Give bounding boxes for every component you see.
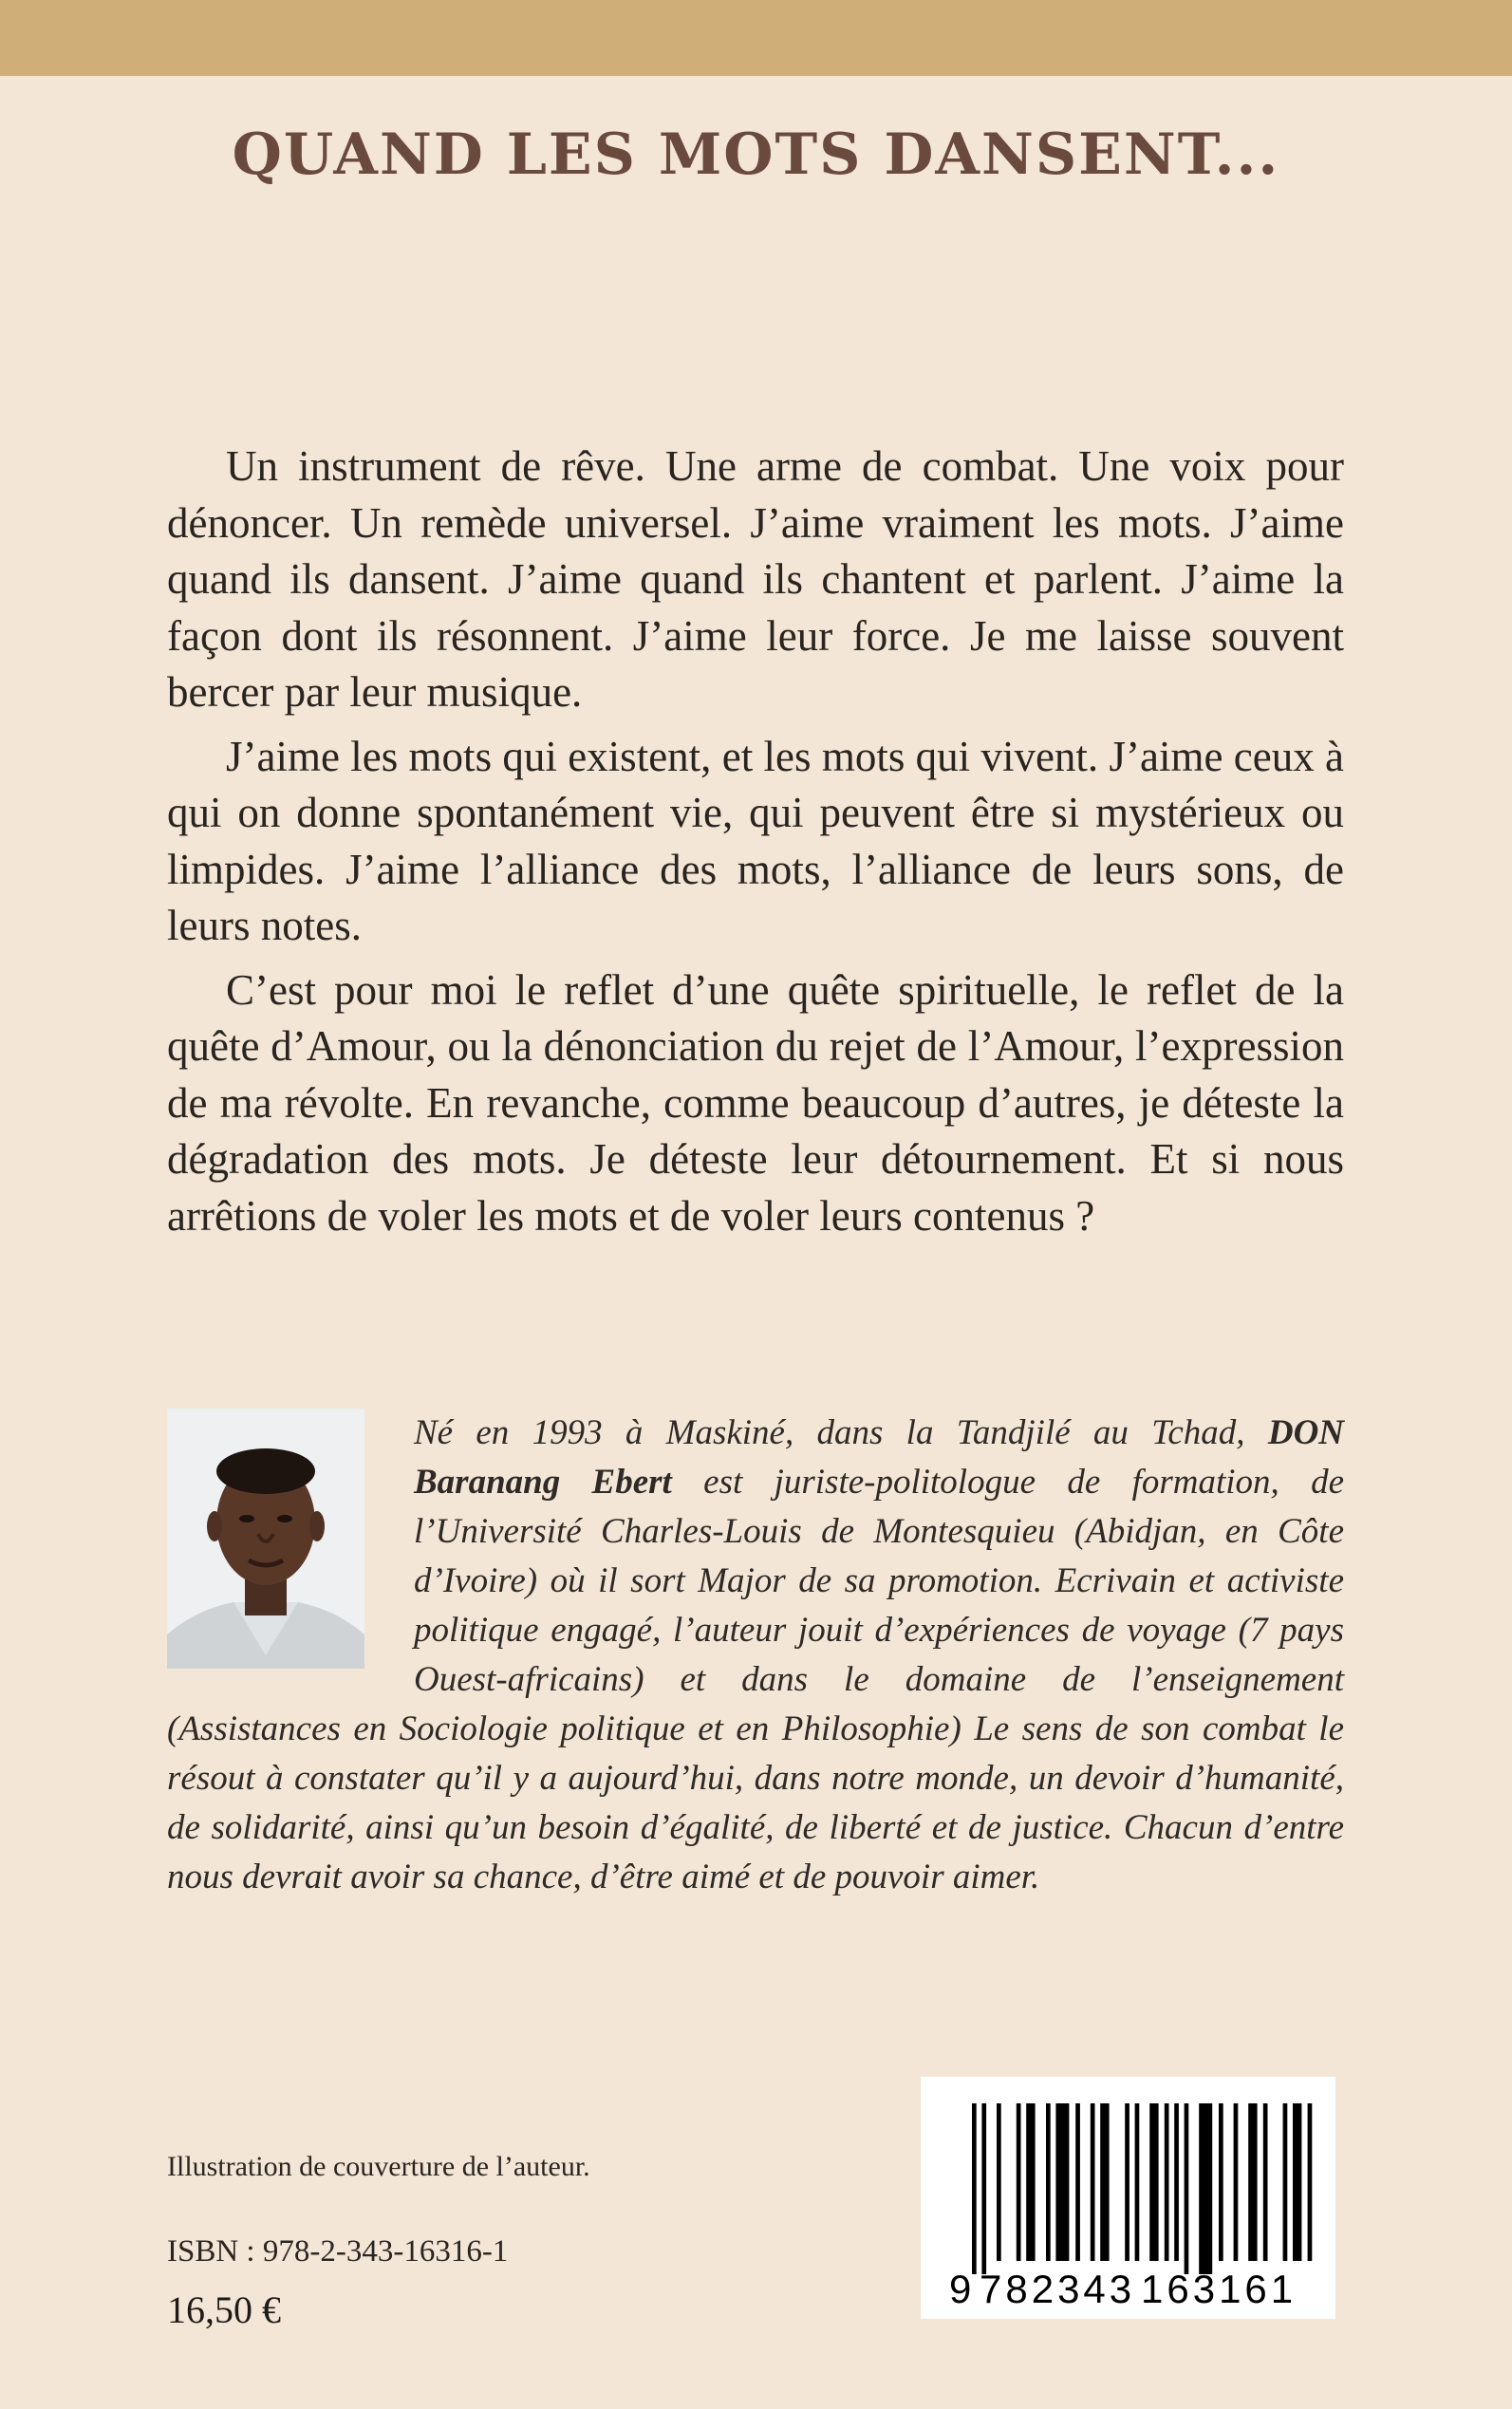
barcode-bar	[1185, 2103, 1189, 2274]
cover-illustration-credit: Illustration de couverture de l’auteur.	[167, 2151, 590, 2182]
barcode-bar	[997, 2103, 1001, 2261]
barcode-bar	[1017, 2103, 1021, 2261]
barcode-bar	[1149, 2103, 1158, 2261]
barcode-bar	[972, 2103, 977, 2274]
barcode-bar	[1219, 2103, 1223, 2261]
blurb-paragraph: Un instrument de rêve. Une arme de combat. Une voix pour dénoncer. Un remède universel. J’aime vraiment les mots. J’aime quand ils dansent. J’aime quand ils chantent et parlent. J’aime la façon dont ils résonnent. J’aime leur force. Je me laisse souvent bercer par leur musique.	[167, 442, 1344, 716]
barcode-bar	[1135, 2103, 1140, 2261]
barcode-bar	[1248, 2103, 1257, 2261]
author-photo	[167, 1409, 364, 1669]
barcode-bar	[981, 2103, 986, 2274]
barcode-bar	[1165, 2103, 1169, 2261]
barcode-bar	[1234, 2103, 1239, 2261]
blurb-paragraph: J’aime les mots qui existent, et les mots qui vivent. J’aime ceux à qui on donne spontanément vie, qui peuvent être si mystérieux ou limpides. J’aime l’alliance des mots, l’alliance de leurs sons, de leurs notes.	[167, 732, 1344, 949]
barcode	[921, 2077, 1335, 2319]
barcode-bar	[1283, 2103, 1288, 2261]
barcode-bar	[1091, 2103, 1095, 2261]
bio-intro: Né en 1993 à Maskiné, dans la Tandjilé au Tchad,	[414, 1413, 1245, 1452]
author-name: DON Baranang Ebert	[414, 1413, 1345, 1502]
barcode-digits-right: 163161	[1141, 2267, 1297, 2311]
barcode-digits-left: 782343	[980, 2267, 1136, 2311]
barcode-lead-digit: 9	[949, 2267, 972, 2311]
author-portrait-icon	[167, 1409, 364, 1669]
barcode-icon	[921, 2077, 1335, 2319]
barcode-bar	[1199, 2103, 1212, 2274]
barcode-bar	[1263, 2103, 1268, 2261]
barcode-bar	[1174, 2103, 1179, 2261]
price: 16,50 €	[167, 2288, 281, 2331]
bio-body: est juriste-politologue de formation, de l’Université Charles-Louis de Montesquieu (Abidjan, en Côte d’Ivoire) où il sort Major de sa promotion. Ecrivain et activiste politique engagé, l’auteur jouit d’expériences de voyage (7 pays Ouest-africains) et dans le domaine de l’enseignement (Assistances en Sociologie politique et en Philosophie) Le sens de son combat le résout à constater qu’il y a aujourd’hui, dans notre monde, un devoir d’humanité, de solidarité, ainsi qu’un besoin d’égalité, de liberté et de justice. Chacun d’entre nous devrait avoir sa chance, d’être aimé et de pouvoir aimer.	[167, 1463, 1345, 1896]
barcode-bar	[1100, 2103, 1109, 2261]
barcode-bar	[1026, 2103, 1035, 2261]
barcode-bar	[1046, 2103, 1051, 2261]
isbn: ISBN : 978-2-343-16316-1	[167, 2234, 509, 2269]
barcode-bar	[1055, 2103, 1069, 2261]
back-cover-blurb	[167, 439, 1344, 1252]
barcode-bar	[1308, 2103, 1313, 2261]
top-color-band	[0, 0, 1512, 76]
book-title: QUAND LES MOTS DANSENT...	[232, 121, 1280, 188]
barcode-bar	[1075, 2103, 1080, 2261]
barcode-bar	[1293, 2103, 1301, 2261]
barcode-bar	[1125, 2103, 1129, 2261]
blurb-paragraph: C’est pour moi le reflet d’une quête spirituelle, le reflet de la quête d’Amour, ou la dénonciation du rejet de l’Amour, l’expression de ma révolte. En revanche, comme beaucoup d’autres, je déteste la dégradation des mots. Je déteste leur détournement. Et si nous arrêtions de voler les mots et de voler leurs contenus ?	[167, 965, 1344, 1240]
